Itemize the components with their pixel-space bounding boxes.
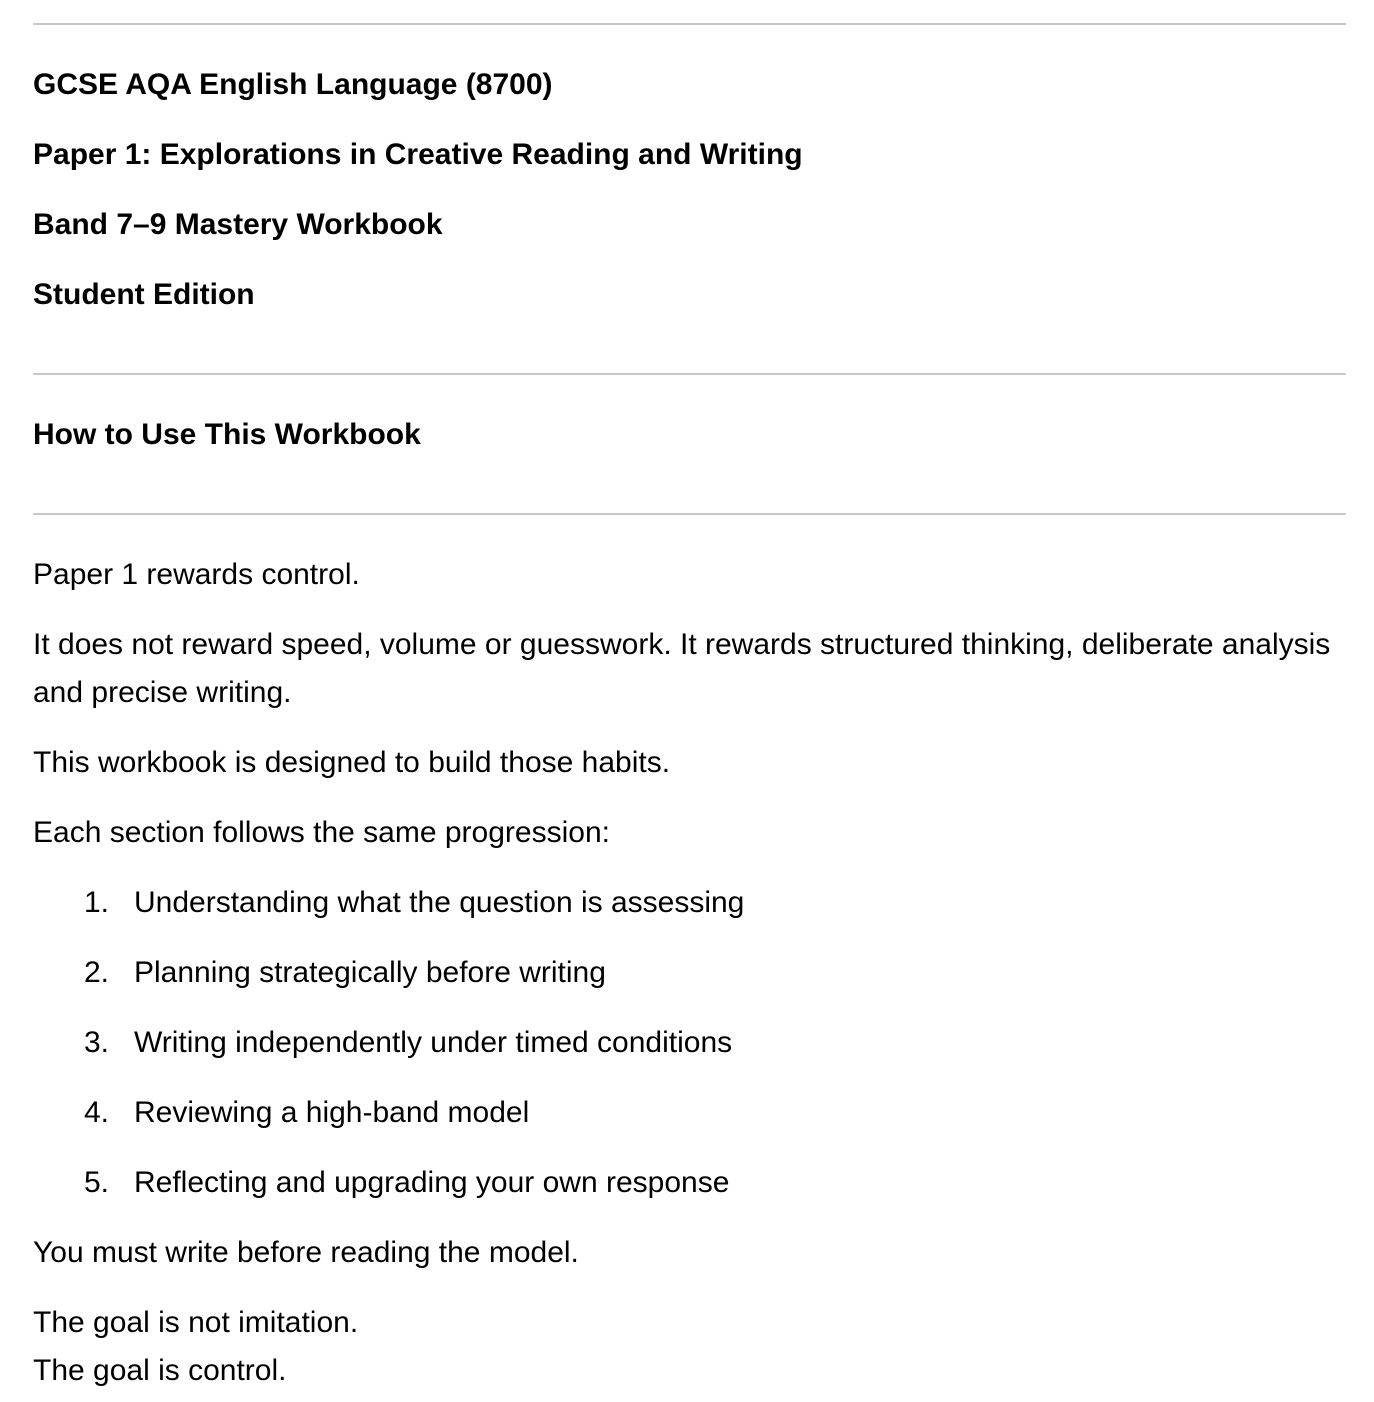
section-heading: How to Use This Workbook: [33, 418, 421, 451]
edition-label: Student Edition: [33, 278, 255, 311]
list-item-number: 2.: [84, 956, 110, 989]
section-divider-bottom: [33, 513, 1346, 515]
list-item-number: 3.: [84, 1026, 110, 1059]
list-item: [33, 1159, 729, 1207]
body-paragraph-4: Each section follows the same progression:: [33, 816, 610, 849]
section-divider-top: [33, 373, 1346, 375]
body-paragraph-1: Paper 1 rewards control.: [33, 558, 360, 591]
list-item: [33, 949, 606, 997]
list-item: [33, 879, 744, 927]
list-item-text: Understanding what the question is assessing: [134, 886, 745, 919]
list-item: [33, 1019, 732, 1067]
list-item: [33, 1089, 529, 1137]
list-item-text: Reviewing a high-band model: [134, 1096, 530, 1129]
body-paragraph-6-line-2: The goal is control.: [33, 1354, 287, 1387]
body-paragraph-2: It does not reward speed, volume or guesswork. It rewards structured thinking, deliberate analysis and precise writing.: [33, 628, 1331, 709]
top-divider: [33, 23, 1346, 25]
list-item-number: 4.: [84, 1096, 110, 1129]
qualification-title: GCSE AQA English Language (8700): [33, 68, 553, 101]
list-item-text: Reflecting and upgrading your own response: [134, 1166, 730, 1199]
body-paragraph-5: You must write before reading the model.: [33, 1236, 579, 1269]
body-paragraph-6-line-1: The goal is not imitation.: [33, 1306, 359, 1339]
paper-title: Paper 1: Explorations in Creative Reading and Writing: [33, 138, 803, 171]
list-item-number: 5.: [84, 1166, 110, 1199]
workbook-title: Band 7–9 Mastery Workbook: [33, 208, 443, 241]
list-item-number: 1.: [84, 886, 110, 919]
body-paragraph-3: This workbook is designed to build those habits.: [33, 746, 671, 779]
list-item-text: Writing independently under timed conditions: [134, 1026, 733, 1059]
list-item-text: Planning strategically before writing: [134, 956, 606, 989]
